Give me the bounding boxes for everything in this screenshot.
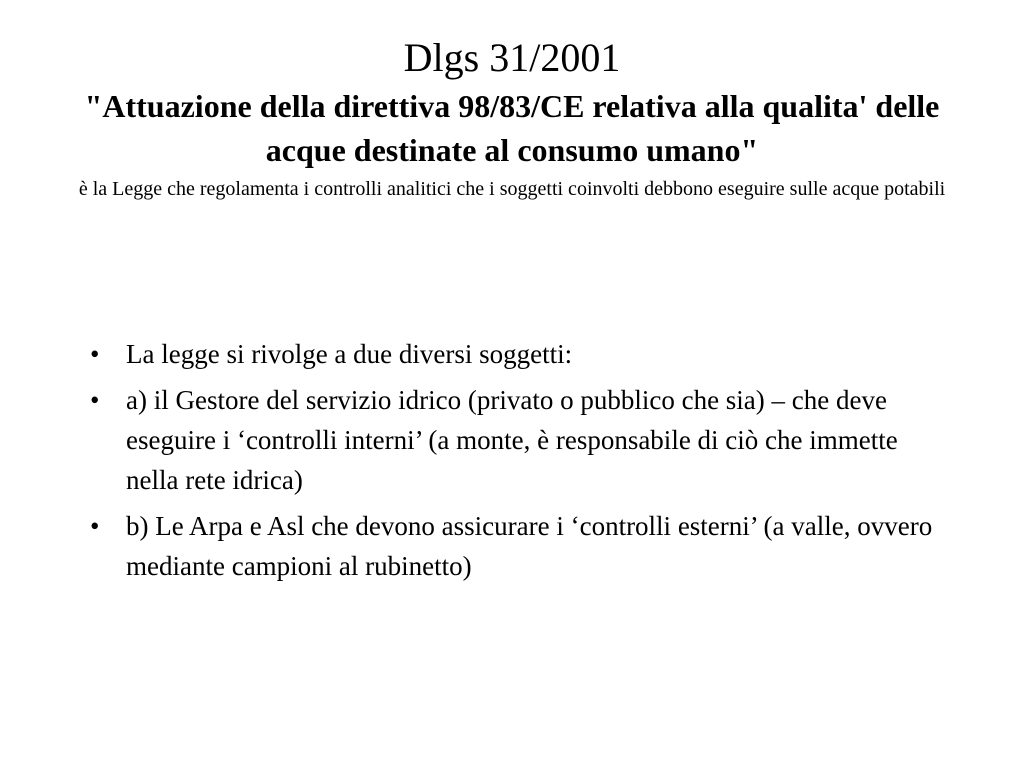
slide-title: Dlgs 31/2001 xyxy=(403,35,621,80)
bullet-text: b) Le Arpa e Asl che devono assicurare i ‘controlli esterni’ (a valle, ovvero mediante campioni al rubinetto) xyxy=(126,511,933,581)
bullet-item xyxy=(90,506,950,586)
title-block xyxy=(60,32,964,202)
bullet-text: La legge si rivolge a due diversi soggetti: xyxy=(126,339,573,369)
bullet-list xyxy=(90,334,950,592)
bullet-item xyxy=(90,380,950,500)
law-description: è la Legge che regolamenta i controlli analitici che i soggetti coinvolti debbono eseguire sulle acque potabili xyxy=(78,178,946,200)
bullet-text: a) il Gestore del servizio idrico (privato o pubblico che sia) – che deve eseguire i ‘controlli interni’ (a monte, è responsabile di ciò che immette nella rete idrica) xyxy=(126,385,898,495)
bullet-icon: • xyxy=(90,385,100,415)
bullet-item xyxy=(90,334,950,374)
bullet-icon: • xyxy=(90,339,100,369)
bullet-icon: • xyxy=(90,511,100,541)
law-title: "Attuazione della direttiva 98/83/CE relativa alla qualita' delle acque destinate al consumo umano" xyxy=(84,88,940,168)
